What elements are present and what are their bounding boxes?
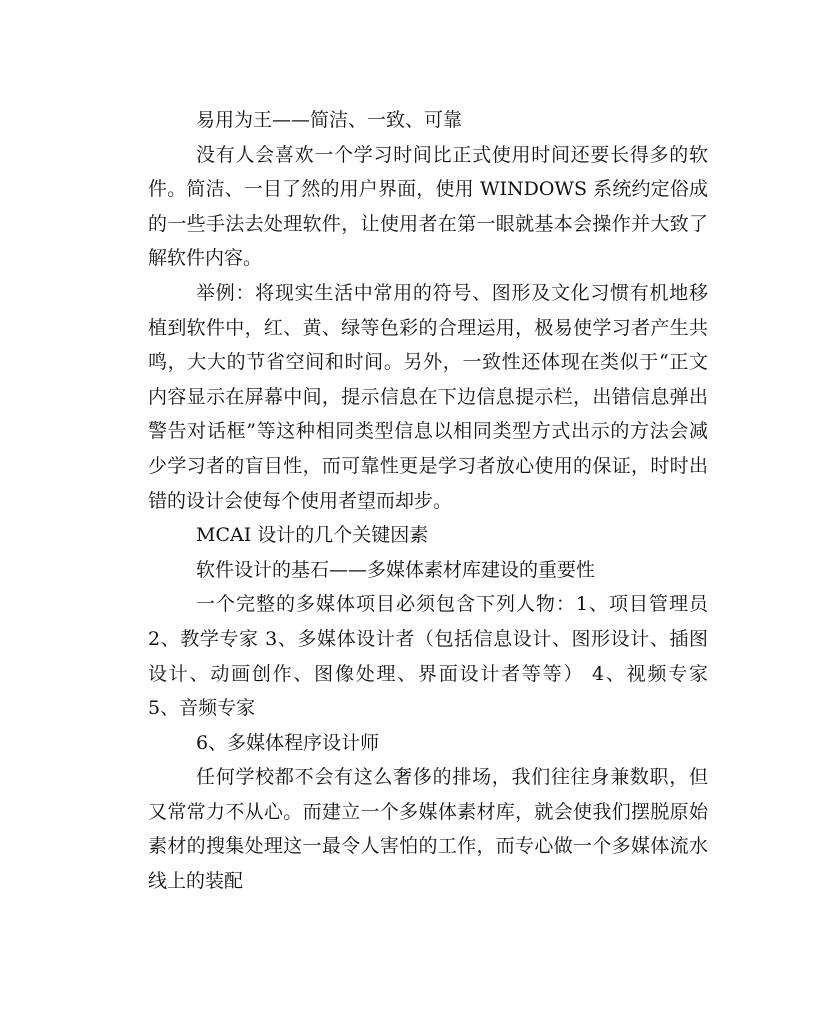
section-heading: MCAI 设计的几个关键因素 — [196, 524, 429, 547]
paragraph: 一个完整的多媒体项目必须包含下列人物：1、项目管理员 2、教学专家 3、多媒体设计者（包括信息设计、图形设计、插图设计、动画创作、图像处理、界面设计者等等） 4、视频专家 5、音频专家 — [148, 593, 734, 720]
paragraph: 举例：将现实生活中常用的符号、图形及文化习惯有机地移植到软件中，红、黄、绿等色彩的合理运用，极易使学习者产生共鸣，大大的节省空间和时间。另外，一致性还体现在类似于“正文内容显示在屏幕中间，提示信息在下边信息提示栏，出错信息弹出警告对话框”等这种相同类型信息以相同类型方式出示的方法会减少学习者的盲目性，而可靠性更是学习者放心使用的保证，时时出错的设计会使每个使用者望而却步。 — [148, 281, 708, 512]
document-body — [148, 103, 734, 899]
paragraph: 没有人会喜欢一个学习时间比正式使用时间还要长得多的软件。简洁、一目了然的用户界面，使用 WINDOWS 系统约定俗成的一些手法去处理软件，让使用者在第一眼就基本会操作并大致了解软件内容。 — [148, 143, 708, 270]
section-heading: 软件设计的基石——多媒体素材库建设的重要性 — [196, 558, 596, 581]
paragraph: 6、多媒体程序设计师 — [196, 731, 380, 754]
paragraph: 任何学校都不会有这么奢侈的排场，我们往往身兼数职，但又常常力不从心。而建立一个多媒体素材库，就会使我们摆脱原始素材的搜集处理这一最令人害怕的工作，而专心做一个多媒体流水线上的装配 — [148, 766, 708, 893]
section-heading: 易用为王——简洁、一致、可靠 — [196, 109, 463, 131]
